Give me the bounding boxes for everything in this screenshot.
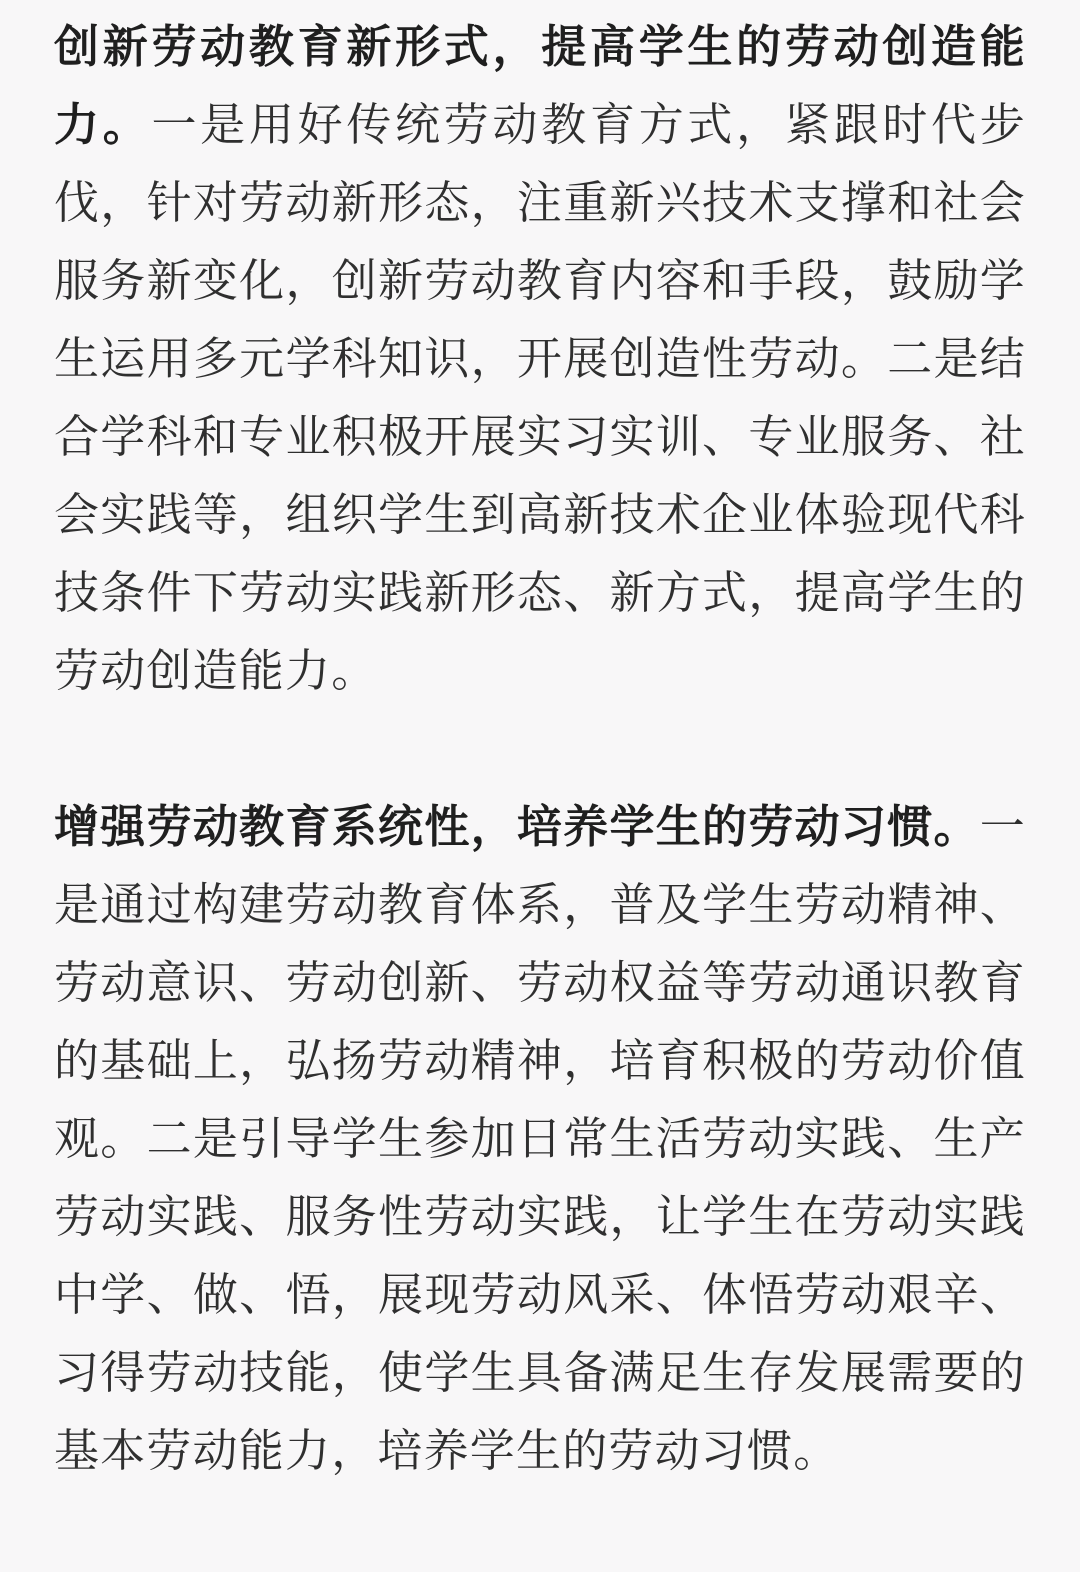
paragraph-labor-habits <box>54 788 1026 1490</box>
paragraph-body: 一是通过构建劳动教育体系，普及学生劳动精神、劳动意识、劳动创新、劳动权益等劳动通识教育的基础上，弘扬劳动精神，培育积极的劳动价值观。二是引导学生参加日常生活劳动实践、生产劳动实践、服务性劳动实践，让学生在劳动实践中学、做、悟，展现劳动风采、体悟劳动艰辛、习得劳动技能，使学生具备满足生存发展需要的基本劳动能力，培养学生的劳动习惯。 <box>54 800 1026 1477</box>
paragraph-labor-creativity <box>54 8 1026 710</box>
paragraph-body: 一是用好传统劳动教育方式，紧跟时代步伐，针对劳动新形态，注重新兴技术支撑和社会服务新变化，创新劳动教育内容和手段，鼓励学生运用多元学科知识，开展创造性劳动。二是结合学科和专业积极开展实习实训、专业服务、社会实践等，组织学生到高新技术企业体验现代科技条件下劳动实践新形态、新方式，提高学生的劳动创造能力。 <box>54 98 1026 697</box>
paragraph-heading: 创新劳动教育新形式，提高学生的劳动创造能力。 <box>54 20 1026 151</box>
paragraph-heading: 增强劳动教育系统性，培养学生的劳动习惯。 <box>54 800 980 853</box>
